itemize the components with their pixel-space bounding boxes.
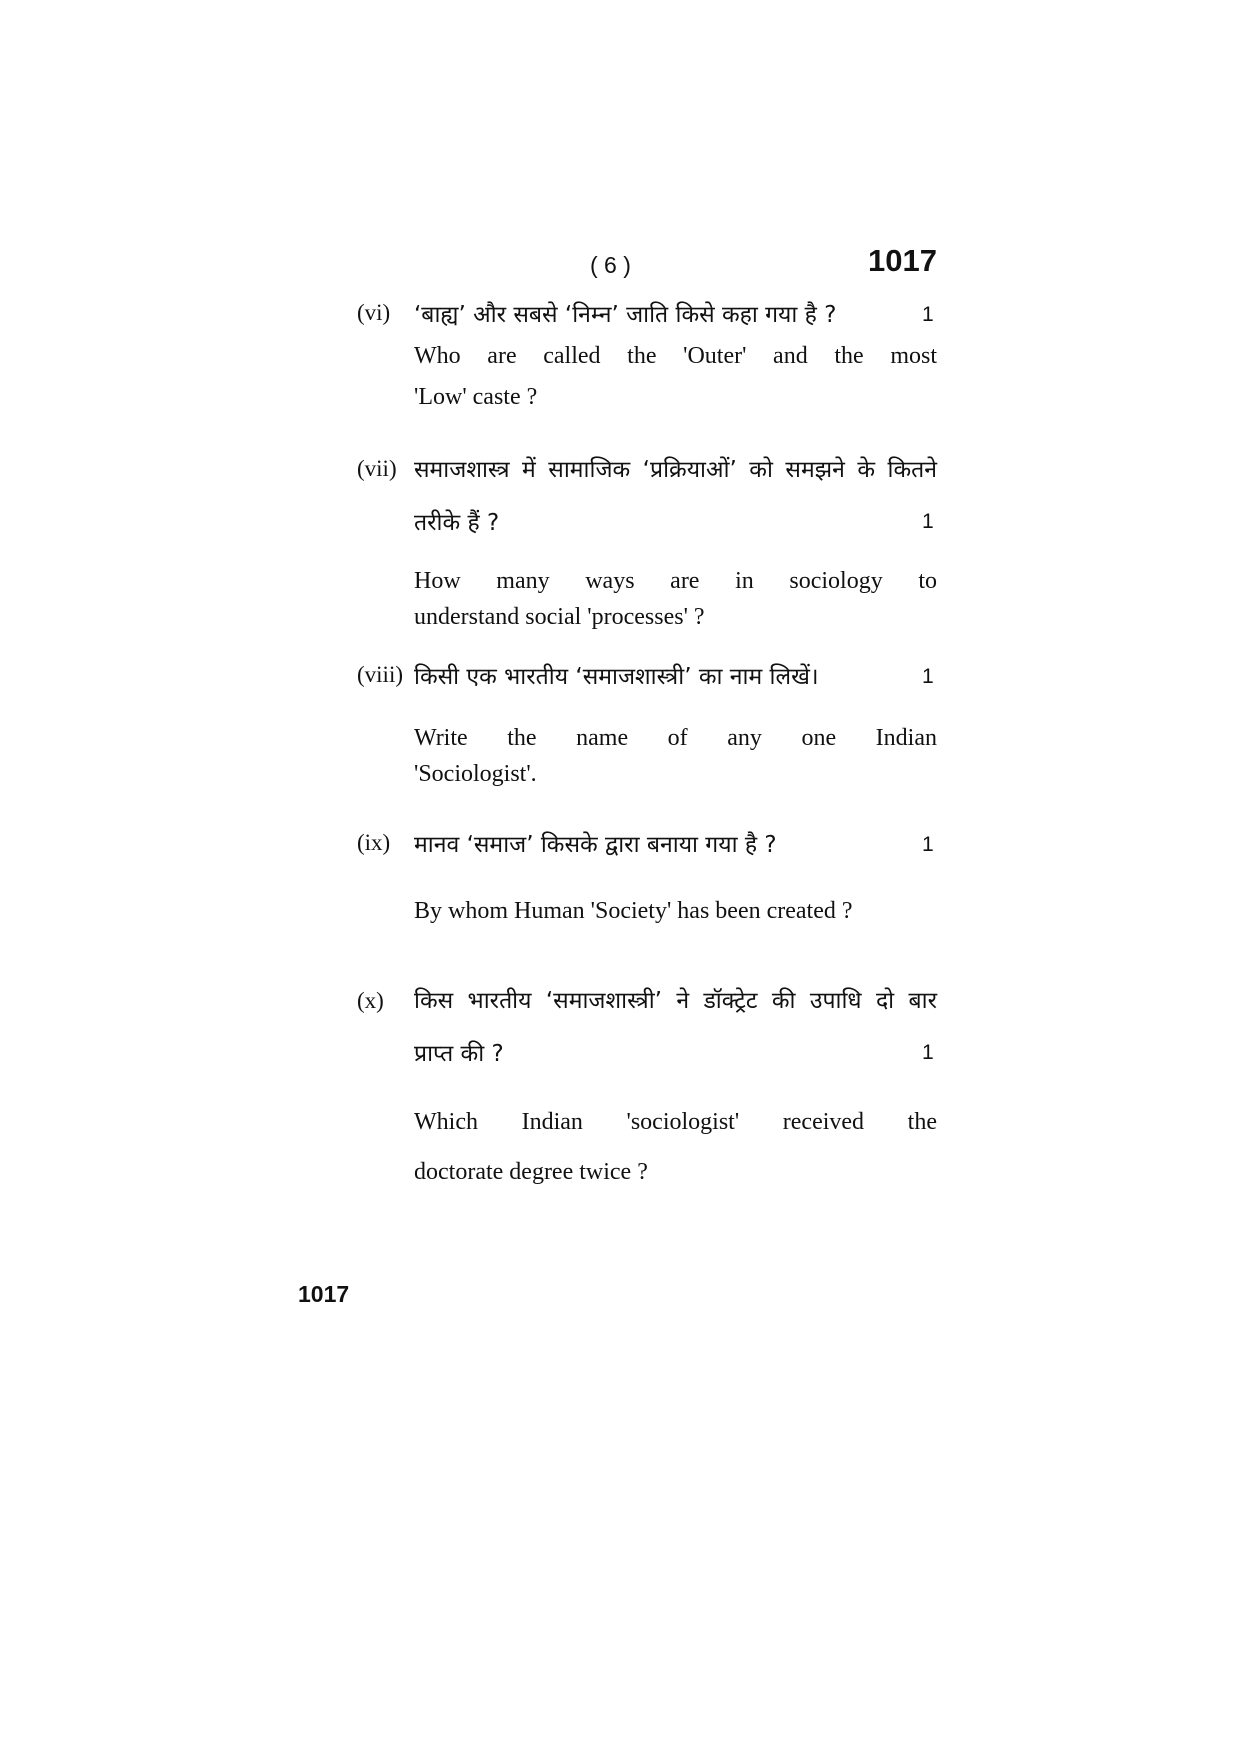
paper-code-footer: 1017 [298,1281,350,1307]
question-marks: 1 [922,665,934,688]
question-english-line: doctorate degree twice ? [414,1159,648,1185]
question-english-line: Who are called the 'Outer' and the most [414,343,937,369]
question-english-line: 'Sociologist'. [414,761,537,787]
question-marks: 1 [922,303,934,326]
page-number: ( 6 ) [590,252,631,278]
question-marks: 1 [922,833,934,856]
question-hindi-line: प्राप्त की ? [414,1041,504,1067]
question-english-line: Write the name of any one Indian [414,725,937,751]
question-hindi-line: किस भारतीय ‘समाजशास्त्री’ ने डॉक्ट्रेट की उपाधि दो बार [414,988,937,1014]
question-english-line: How many ways are in sociology to [414,568,937,594]
question-english-line: Which Indian 'sociologist' received the [414,1109,937,1135]
question-hindi-line: ‘बाह्य’ और सबसे ‘निम्न’ जाति किसे कहा गया है ? [414,302,837,328]
question-hindi-line: मानव ‘समाज’ किसके द्वारा बनाया गया है ? [414,832,777,858]
question-english-line: 'Low' caste ? [414,384,538,410]
question-marks: 1 [922,510,934,533]
question-number: (vii) [357,456,397,481]
question-hindi-line: समाजशास्त्र में सामाजिक ‘प्रक्रियाओं’ को समझने के कितने [414,457,937,483]
question-english-line: understand social 'processes' ? [414,604,705,630]
question-hindi-line: तरीके हैं ? [414,510,500,536]
question-number: (vi) [357,300,391,325]
question-number: (ix) [357,830,391,855]
question-number: (viii) [357,662,403,687]
question-english-line: By whom Human 'Society' has been created ? [414,898,853,924]
paper-code-header: 1017 [868,243,937,278]
question-marks: 1 [922,1041,934,1064]
question-hindi-line: किसी एक भारतीय ‘समाजशास्त्री’ का नाम लिखें। [414,664,819,690]
question-number: (x) [357,988,384,1013]
